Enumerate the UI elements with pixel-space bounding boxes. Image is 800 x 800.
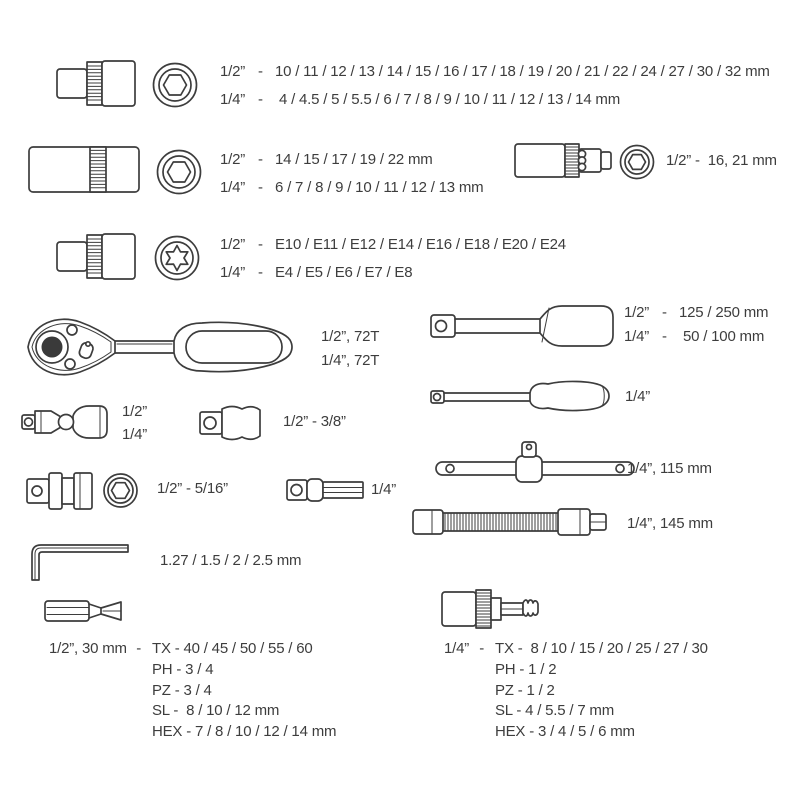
label-sliding-t-bar: 1/4”, 115 mm: [627, 460, 712, 477]
label-short-sockets-quarter: [220, 91, 620, 108]
values: 4 / 4.5 / 5 / 5.5 / 6 / 7 / 8 / 9 / 10 / 11 / 12 / 13 / 14 mm: [275, 91, 621, 108]
dash: -: [258, 179, 263, 196]
size-label: 1/2”, 30 mm: [49, 640, 127, 657]
size-label: 1/4”: [220, 91, 246, 108]
label-bit-adapter: 1/4”: [371, 481, 397, 498]
label-bits-large-tx: TX - 40 / 45 / 50 / 55 / 60: [152, 640, 313, 657]
label-hex-key: 1.27 / 1.5 / 2 / 2.5 mm: [160, 552, 302, 569]
reducer-adapter-drawing: [199, 402, 265, 444]
size-label: 1/2”: [624, 304, 650, 321]
dash: -: [258, 236, 263, 253]
values: 10 / 11 / 12 / 13 / 14 / 15 / 16 / 17 / 18 / 19 / 20 / 21 / 22 / 24 / 27 / 30 / 32 mm: [275, 63, 770, 80]
label-spark-plug-socket: 1/2” - 16, 21 mm: [666, 152, 777, 169]
universal-joint-drawing: [21, 399, 109, 445]
values: 6 / 7 / 8 / 9 / 10 / 11 / 12 / 13 mm: [275, 179, 484, 196]
dash: -: [258, 91, 263, 108]
label-bits-small-pz: PZ - 1 / 2: [495, 682, 555, 699]
label-bits-small-tx: TX - 8 / 10 / 15 / 20 / 25 / 27 / 30: [495, 640, 708, 657]
label-etorx-quarter: [220, 264, 412, 281]
hex-socket-front-drawing: [156, 149, 202, 195]
flexible-extension-drawing: [412, 506, 608, 538]
ratchet-drawing: [24, 316, 300, 378]
label-bits-small-sl: SL - 4 / 5.5 / 7 mm: [495, 702, 615, 719]
values: 14 / 15 / 17 / 19 / 22 mm: [275, 151, 433, 168]
label-universal-joint-half: 1/2”: [122, 403, 148, 420]
label-bits-large-ph: PH - 3 / 4: [152, 661, 214, 678]
extension-bar-drawing: [430, 303, 615, 347]
dash: -: [479, 640, 484, 657]
values: 50 / 100 mm: [679, 328, 765, 345]
dash: -: [258, 264, 263, 281]
bit-socket-drawing: [441, 589, 543, 629]
size-label: 1/4”: [220, 264, 246, 281]
spark-plug-socket-drawing: [514, 141, 612, 179]
label-etorx-half: [220, 236, 566, 253]
etorx-socket-side-drawing: [56, 232, 136, 280]
label-bits-large-size: [49, 640, 141, 657]
hex-socket-front-drawing: [619, 144, 655, 180]
hex-socket-front-drawing: [152, 62, 198, 108]
size-label: 1/4”: [444, 640, 470, 657]
label-deep-sockets-quarter: [220, 179, 483, 196]
label-flexible-extension: 1/4”, 145 mm: [627, 515, 713, 532]
hex-key-drawing: [26, 538, 134, 582]
bit-adapter-drawing: [286, 478, 364, 502]
size-label: 1/4”: [220, 179, 246, 196]
dash: -: [258, 63, 263, 80]
size-label: 1/4”: [624, 328, 650, 345]
label-deep-sockets-half: [220, 151, 433, 168]
label-bits-small-ph: PH - 1 / 2: [495, 661, 557, 678]
dash: -: [258, 151, 263, 168]
label-ratchet-half: 1/2”, 72T: [321, 328, 380, 345]
flat-bit-drawing: [44, 597, 126, 625]
deep-socket-side-drawing: [28, 145, 140, 193]
values: E10 / E11 / E12 / E14 / E16 / E18 / E20 / E24: [275, 236, 566, 253]
label-hex-adapter: 1/2” - 5/16”: [157, 480, 228, 497]
etorx-socket-front-drawing: [154, 235, 200, 281]
label-extension-half: [624, 304, 768, 321]
sliding-t-bar-drawing: [435, 440, 635, 482]
hex-adapter-drawing: [26, 470, 96, 512]
hex-socket-front-drawing: [103, 473, 138, 508]
label-bits-large-sl: SL - 8 / 10 / 12 mm: [152, 702, 280, 719]
label-short-sockets-half: [220, 63, 770, 80]
size-label: 1/2”: [220, 63, 246, 80]
size-label: 1/2”: [220, 151, 246, 168]
label-reducer-adapter: 1/2” - 3/8”: [283, 413, 346, 430]
values: E4 / E5 / E6 / E7 / E8: [275, 264, 413, 281]
dash: -: [136, 640, 141, 657]
dash: -: [662, 304, 667, 321]
label-spinner-handle: 1/4”: [625, 388, 651, 405]
label-extension-quarter: [624, 328, 764, 345]
label-bits-small-size: [444, 640, 484, 657]
label-universal-joint-quarter: 1/4”: [122, 426, 148, 443]
label-bits-large-hex: HEX - 7 / 8 / 10 / 12 / 14 mm: [152, 723, 337, 740]
label-bits-large-pz: PZ - 3 / 4: [152, 682, 212, 699]
values: 125 / 250 mm: [679, 304, 769, 321]
spinner-handle-drawing: [430, 379, 615, 413]
label-bits-small-hex: HEX - 3 / 4 / 5 / 6 mm: [495, 723, 635, 740]
label-ratchet-quarter: 1/4”, 72T: [321, 352, 380, 369]
dash: -: [662, 328, 667, 345]
short-socket-side-drawing: [56, 59, 136, 107]
size-label: 1/2”: [220, 236, 246, 253]
